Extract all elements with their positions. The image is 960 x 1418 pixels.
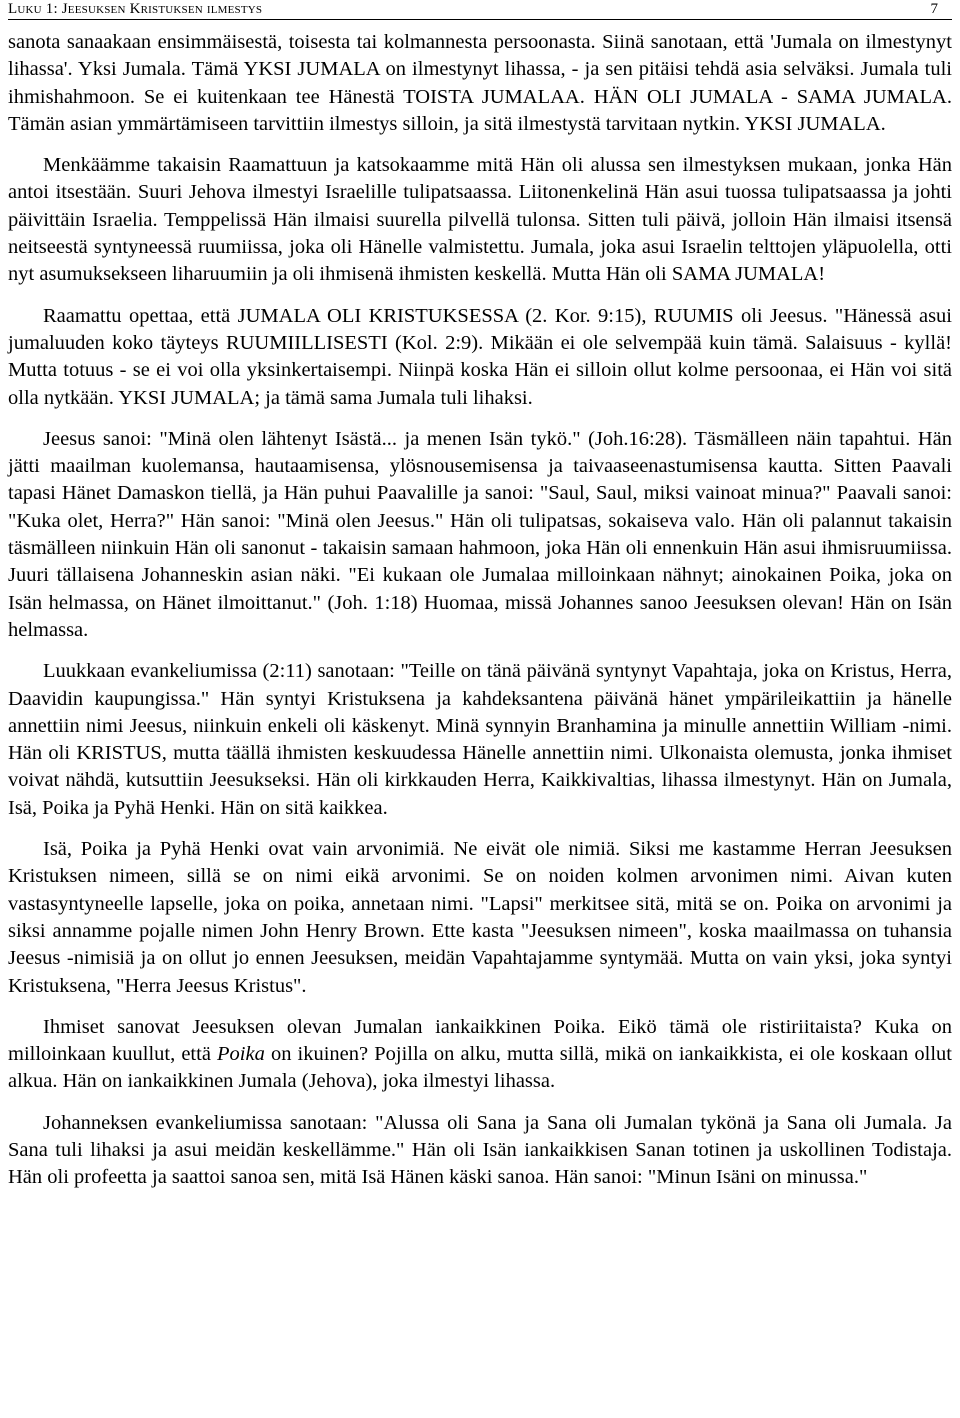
paragraph-3: Raamattu opettaa, että JUMALA OLI KRISTUKSESSA (2. Kor. 9:15), RUUMIS oli Jeesus. "Hänessä asui jumaluuden koko täyteys RUUMIILLISESTI (Kol. 2:9). Mikään ei ole selvempää kuin tämä. Salaisuus - kyllä! Mutta totuus - se ei voi olla yksinkertaisempi. Niinpä koska Hän ei silloin ollut kolme persoonaa, ei Hän voi sitä olla nytkään. YKSI JUMALA; ja tämä sama Jumala tuli lihaksi. (8, 304, 952, 409)
paragraph-8: Johanneksen evankeliumissa sanotaan: "Alussa oli Sana ja Sana oli Jumalan tykönä ja Sana oli Jumala. Ja Sana tuli lihaksi ja asui meidän keskellämme." Hän oli Isän iankaikkisen Sanan totinen ja uskollinen Todistaja. Hän oli profeetta ja saattoi sanoa sen, mitä Isä Hänen käski sanoa. Hän sanoi: "Minun Isäni on minussa." (8, 1111, 952, 1189)
paragraph-6: Isä, Poika ja Pyhä Henki ovat vain arvonimiä. Ne eivät ole nimiä. Siksi me kastamme Herran Jeesuksen Kristuksen nimeen, sillä se on nimi eikä arvonimi. Se on noiden kolmen arvonimen nimi. Aivan kuten vastasyntyneelle lapselle, joka on poika, annetaan nimi. "Lapsi" merkitsee sitä, mitä se on. Poika on arvonimi ja siksi annamme pojalle nimen John Henry Brown. Ette kasta "Jeesuksen nimeen", koska maailmassa on tuhansia Jeesus -nimisiä ja on ollut jo ennen Jeesuksen, meidän Vapahtajamme syntymää. Mutta on vain yksi, joka syntyi Kristuksena, "Herra Jeesus Kristus". (8, 838, 952, 997)
paragraph-1: sanota sanaakaan ensimmäisestä, toisesta tai kolmannesta persoonasta. Siinä sanotaan, että 'Jumala on ilmestynyt lihassa'. Yksi Jumala. Tämä YKSI JUMALA on ilmestynyt lihassa, - ja sen pitäisi tehdä asia selväksi. Jumala tuli ihmishahmoon. Se ei kuitenkaan tee Hänestä TOISTA JUMALAA. HÄN OLI JUMALA - SAMA JUMALA. Tämän asian ymmärtämiseen tarvittiin ilmestys silloin, ja sitä ilmestystä tarvitaan nytkin. YKSI JUMALA. (8, 31, 952, 135)
running-header (8, 0, 952, 20)
italic-word: Poika (217, 1043, 265, 1066)
chapter-title: Luku 1: Jeesuksen Kristuksen ilmestys (8, 1, 263, 17)
paragraph-2: Menkäämme takaisin Raamattuun ja katsokaamme mitä Hän oli alussa sen ilmestyksen mukaan, jonka Hän antoi itsestään. Suuri Jehova ilmestyi Israelille tulipatsaassa. Liitonenkelinä Hän asui tuossa tulipatsaassa ja johti päivittäin Israelia. Temppelissä Hän ilmaisi suurella pilvellä tulonsa. Sitten tuli päivä, jolloin Hän ilmaisi itsensä neitseestä syntyneessä ruumiissa, joka oli Hänelle valmistettu. Jumala, joka asui Israelin telttojen yläpuolella, otti nyt asumuksekseen liharuumiin ja oli ihmisenä ihmisten keskellä. Mutta Hän oli SAMA JUMALA! (8, 154, 952, 286)
paragraph-4: Jeesus sanoi: "Minä olen lähtenyt Isästä... ja menen Isän tykö." (Joh.16:28). Täsmälleen näin tapahtui. Hän jätti maailman kuolemansa, hautaamisensa, ylösnousemisensa ja taivaaseenastumisensa kautta. Sitten Paavali tapasi Hänet Damaskon tiellä, ja Hän puhui Paavalille ja sanoi: "Saul, Saul, miksi vainoat minua?" Paavali sanoi: "Kuka olet, Herra?" Hän sanoi: "Minä olen Jeesus." Hän oli tulipatsas, sokaiseva valo. Hän oli palannut takaisin täsmälleen niinkuin Hän oli sanonut - takaisin samaan hahmoon, joka Hän oli ennenkuin Hän asui ihmisruumiissa. Juuri tällaisena Johanneskin asian näki. "Ei kukaan ole Jumalaa milloinkaan nähnyt; ainokainen Poika, joka on Isän helmassa, on Hänet ilmoittanut." (Joh. 1:18) Huomaa, missä Johannes sanoo Jeesuksen olevan! Hän on Isän helmassa. (8, 427, 952, 641)
paragraph-7: Ihmiset sanovat Jeesuksen olevan Jumalan iankaikkinen Poika. Eikö tämä ole ristiriitaista? Kuka on milloinkaan kuullut, että Poika on ikuinen? Pojilla on alku, mutta sillä, mikä on iankaikkista, ei ole koskaan ollut alkua. Hän on iankaikkinen Jumala (Jehova), joka ilmestyi lihassa. (8, 1015, 952, 1093)
page-number: 7 (930, 1, 938, 17)
paragraph-5: Luukkaan evankeliumissa (2:11) sanotaan: "Teille on tänä päivänä syntynyt Vapahtaja, joka on Kristus, Herra, Daavidin kaupungissa." Hän syntyi Kristuksena ja kahdeksantena päivänä hänet ympärileikattiin ja hänelle annettiin nimi Jeesus, niinkuin enkeli oli käskenyt. Minä synnyin Branhamina ja minulle annettiin William -nimi. Hän oli KRISTUS, mutta täällä ihmisten keskuudessa Hänelle annettiin nimi. Ulkonaista olemusta, jonka ihmiset voivat nähdä, kutsuttiin Jeesukseksi. Hän oli kirkkauden Herra, Kaikkivaltias, lihassa ilmestynyt. Hän on Jumala, Isä, Poika ja Pyhä Henki. Hän on sitä kaikkea. (8, 660, 952, 819)
page-body (8, 29, 952, 1206)
